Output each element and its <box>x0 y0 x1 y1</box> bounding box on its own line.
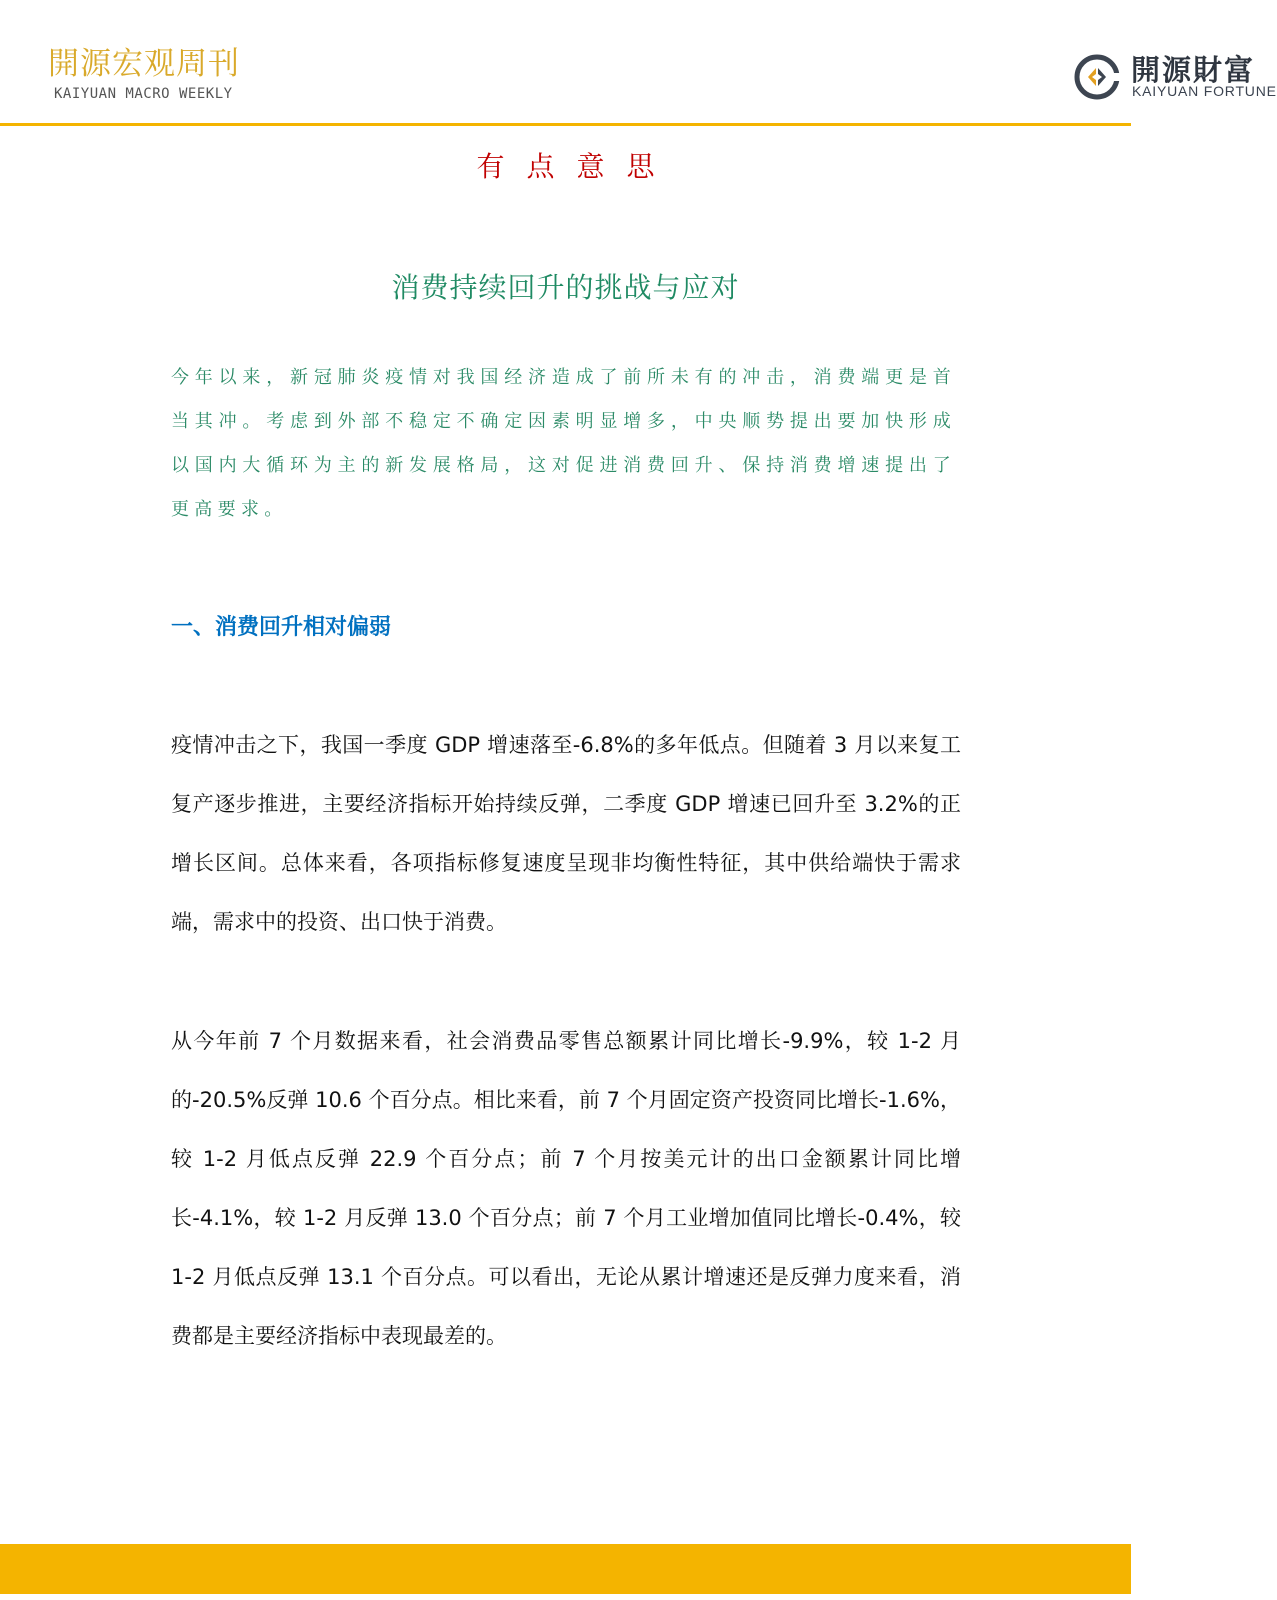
footer-band <box>0 1544 1131 1594</box>
masthead-subtitle: KAIYUAN MACRO WEEKLY <box>54 86 233 102</box>
header-divider <box>0 123 1131 126</box>
article-lead: 今年以来，新冠肺炎疫情对我国经济造成了前所未有的冲击，消费端更是首当其冲。考虑到外部不稳定不确定因素明显增多，中央顺势提出要加快形成以国内大循环为主的新发展格局，这对促进消费回升、保持消费增速提出了更高要求。 <box>171 367 956 520</box>
body-paragraph: 从今年前 7 个月数据来看，社会消费品零售总额累计同比增长-9.9%，较 1-2 月的-20.5%反弹 10.6 个百分点。相比来看，前 7 个月固定资产投资同比增长-1.6%，较 1-2 月低点反弹 22.9 个百分点；前 7 个月按美元计的出口金额累计同比增长-4.1%，较 1-2 月反弹 13.0 个百分点；前 7 个月工业增加值同比增长-0.4%，较 1-2 月低点反弹 13.1 个百分点。可以看出，无论从累计增速还是反弹力度来看，消费都是主要经济指标中表现最差的。 <box>171 1029 961 1348</box>
brand-name-en: KAIYUAN FORTUNE <box>1132 83 1277 99</box>
masthead-title: 開源宏观周刊 <box>48 46 240 82</box>
article-title: 消费持续回升的挑战与应对 <box>391 271 740 304</box>
body-paragraph: 疫情冲击之下，我国一季度 GDP 增速落至-6.8%的多年低点。但随着 3 月以来复工复产逐步推进，主要经济指标开始持续反弹，二季度 GDP 增速已回升至 3.2%的正增长区间。总体来看，各项指标修复速度呈现非均衡性特征，其中供给端快于需求端，需求中的投资、出口快于消费。 <box>171 733 961 934</box>
kaiyuan-logo-icon <box>1073 53 1121 101</box>
brand-name-cn: 開源財富 <box>1131 53 1256 87</box>
column-title: 有点意思 <box>476 150 677 183</box>
section-heading: 一、消费回升相对偏弱 <box>171 615 392 640</box>
